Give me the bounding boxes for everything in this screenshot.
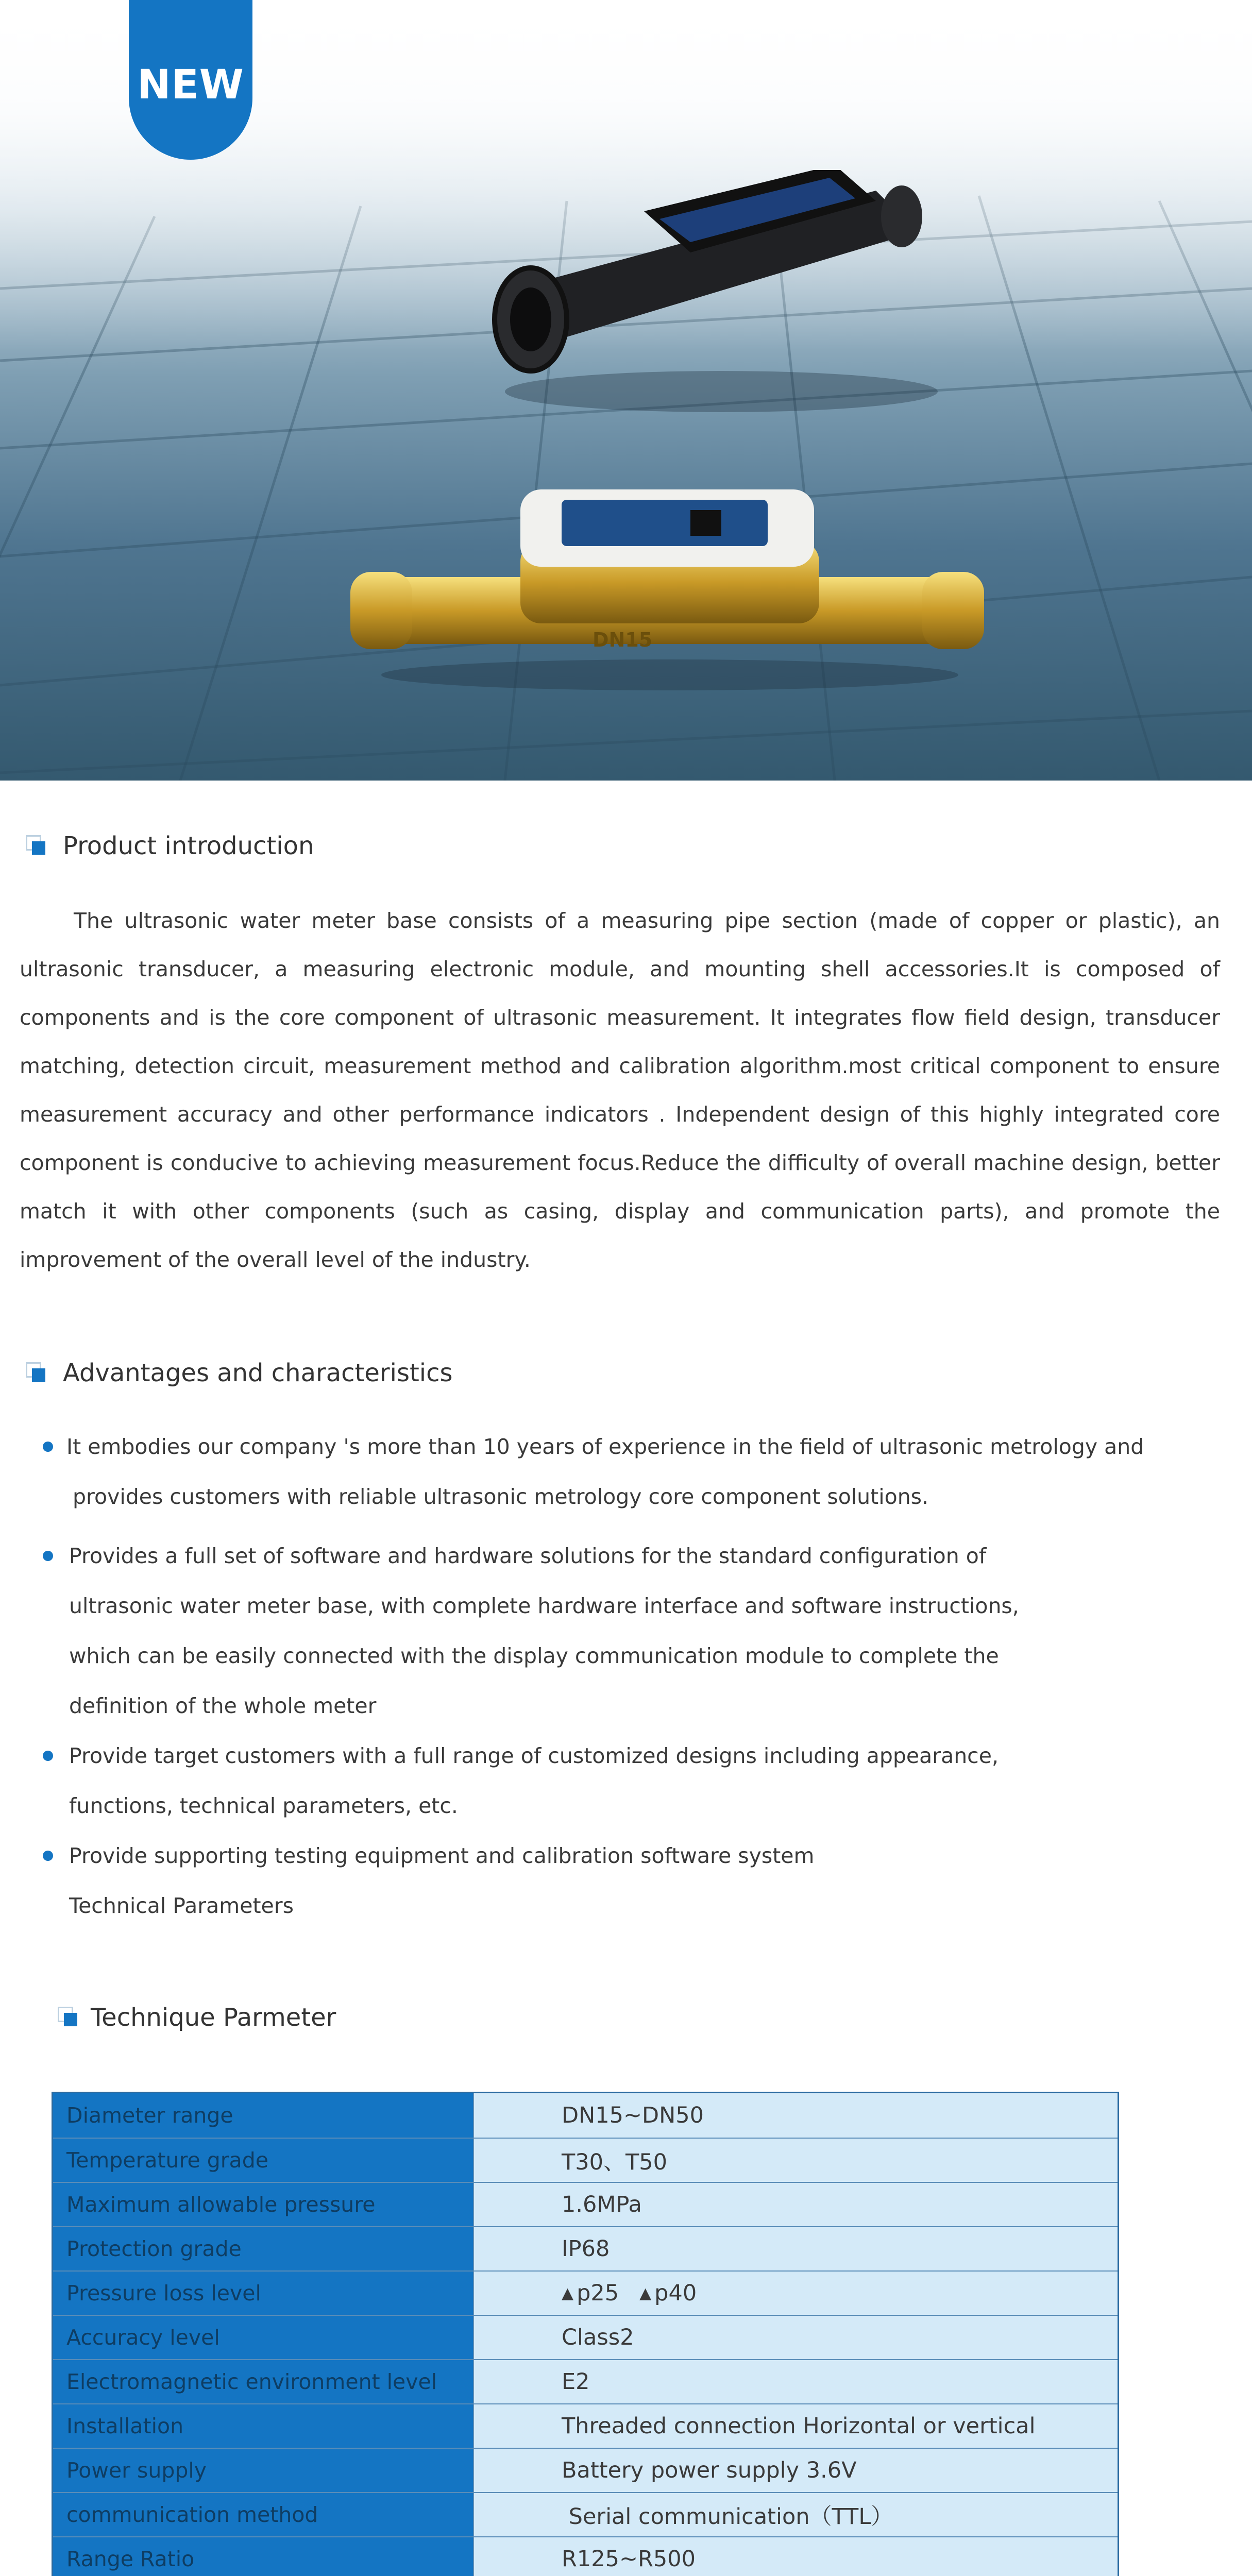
list-item: It embodies our company 's more than 10 years of experience in the field of ultrasonic metrology and — [20, 1422, 1220, 1472]
param-value: 1.6MPa — [474, 2183, 1118, 2226]
list-item-continuation: functions, technical parameters, etc. — [69, 1793, 458, 1818]
param-value: ▲ p25 ▲ p40 — [474, 2272, 1118, 2315]
param-value: Threaded connection Horizontal or vertical — [474, 2404, 1118, 2448]
table-row — [53, 2226, 1118, 2270]
list-item: Provides a full set of software and hardware solutions for the standard configuration of — [20, 1531, 1220, 1581]
param-value: R125~R500 — [474, 2537, 1118, 2576]
new-badge: NEW — [129, 0, 252, 160]
param-label: Power supply — [53, 2449, 474, 2492]
parameter-table — [52, 2092, 1119, 2576]
list-item-continuation: ultrasonic water meter base, with complete hardware interface and software instructions, — [69, 1594, 1019, 1618]
section-title: Advantages and characteristics — [63, 1359, 453, 1387]
table-row — [53, 2270, 1118, 2315]
param-label: Protection grade — [53, 2227, 474, 2270]
table-row — [53, 2138, 1118, 2182]
table-row — [53, 2093, 1118, 2138]
section-title: Technique Parmeter — [91, 2003, 336, 2032]
list-item-continuation: Technical Parameters — [69, 1893, 294, 1918]
list-item-continuation: provides customers with reliable ultrasonic metrology core component solutions. — [73, 1484, 929, 1509]
param-label: Electromagnetic environment level — [53, 2360, 474, 2403]
bullet-dot — [43, 1851, 53, 1861]
section-header-introduction — [26, 832, 314, 860]
plastic-meter-image — [474, 170, 958, 412]
param-value: Serial communication（TTL） — [474, 2493, 1118, 2536]
triangle-icon: ▲ — [562, 2284, 574, 2302]
list-item: Provide target customers with a full range of customized designs including appearance, — [20, 1731, 1220, 1781]
param-value: Class2 — [474, 2316, 1118, 2359]
triangle-icon: ▲ — [639, 2284, 652, 2302]
list-item: Provide supporting testing equipment and calibration software system — [20, 1831, 1220, 1881]
param-label: Maximum allowable pressure — [53, 2183, 474, 2226]
param-label: Diameter range — [53, 2093, 474, 2138]
table-row — [53, 2359, 1118, 2403]
advantages-list — [20, 1422, 1220, 1931]
section-square-icon — [26, 835, 47, 857]
table-row — [53, 2182, 1118, 2226]
table-row — [53, 2492, 1118, 2536]
list-item-continuation: definition of the whole meter — [69, 1693, 377, 1718]
param-label: Pressure loss level — [53, 2272, 474, 2315]
section-header-advantages — [26, 1359, 453, 1387]
list-item-continuation: which can be easily connected with the display communication module to complete the — [69, 1643, 999, 1668]
param-value: Battery power supply 3.6V — [474, 2449, 1118, 2492]
table-row — [53, 2536, 1118, 2576]
section-square-icon — [58, 2007, 79, 2028]
hero-banner — [0, 0, 1252, 781]
bullet-dot — [43, 1751, 53, 1761]
table-row — [53, 2448, 1118, 2492]
param-label: Range Ratio — [53, 2537, 474, 2576]
param-value: IP68 — [474, 2227, 1118, 2270]
param-value: DN15~DN50 — [474, 2093, 1118, 2138]
param-label: communication method — [53, 2493, 474, 2536]
section-header-technique — [58, 2003, 336, 2032]
bullet-dot — [43, 1442, 53, 1452]
param-value: T30、T50 — [474, 2139, 1118, 2182]
param-label: Accuracy level — [53, 2316, 474, 2359]
table-row — [53, 2403, 1118, 2448]
param-label: Temperature grade — [53, 2139, 474, 2182]
brass-meter-image — [350, 479, 984, 696]
meter-label: DN15 — [593, 629, 653, 651]
param-value: E2 — [474, 2360, 1118, 2403]
bullet-dot — [43, 1551, 53, 1561]
intro-paragraph: The ultrasonic water meter base consists of a measuring pipe section (made of copper or plastic), an ultrasonic transducer, a measuring electronic module, and mounting shell accessories.It is composed of components and is the core component of ultrasonic measurement. It integrates flow field design, transducer matching, detection circuit, measurement method and calibration algorithm.most critical component to ensure measurement accuracy and other performance indicators . Independent design of this highly integrated core component is conducive to achieving measurement focus.Reduce the difficulty of overall machine design, better match it with other components (such as casing, display and communication parts), and promote the improvement of the overall level of the industry. — [20, 908, 1220, 1272]
section-square-icon — [26, 1362, 47, 1384]
table-row — [53, 2315, 1118, 2359]
param-label: Installation — [53, 2404, 474, 2448]
section-title: Product introduction — [63, 832, 314, 860]
